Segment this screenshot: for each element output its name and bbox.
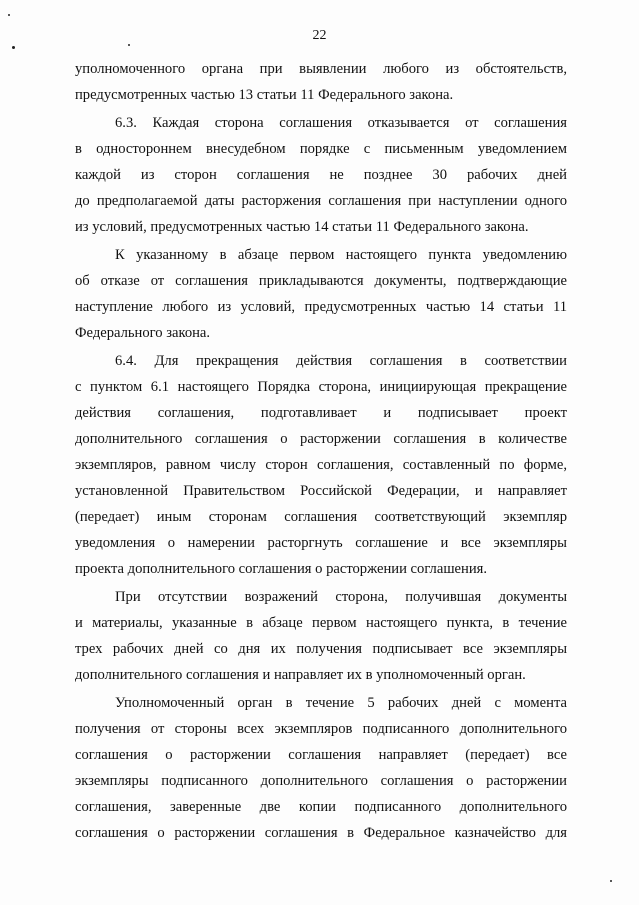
text-line: 6.3. Каждая сторона соглашения отказывается от соглашения — [115, 115, 567, 131]
text-line: об отказе от соглашения прикладываются документы, подтверждающие — [75, 273, 567, 289]
text-line: 6.4. Для прекращения действия соглашения в соответствии — [115, 353, 567, 369]
text-line: наступление любого из условий, предусмотренных частью 14 статьи 11 — [75, 299, 567, 315]
text-line: и материалы, указанные в абзаце первом настоящего пункта, в течение — [75, 615, 567, 631]
text-line: Уполномоченный орган в течение 5 рабочих дней с момента — [115, 695, 567, 711]
text-line: предусмотренных частью 13 статьи 11 Федерального закона. — [75, 87, 454, 103]
text-line: экземпляров, равном числу сторон соглашения, составленный по форме, — [75, 457, 567, 473]
scan-speck — [12, 46, 15, 49]
text-line: Федерального закона. — [75, 325, 211, 341]
text-line: соглашения о расторжении соглашения в Федеральное казначейство для — [75, 825, 567, 841]
text-line: до предполагаемой даты расторжения соглашения при наступлении одного — [75, 193, 567, 209]
text-line: в одностороннем внесудебном порядке с письменным уведомлением — [75, 141, 567, 157]
text-line: из условий, предусмотренных частью 14 статьи 11 Федерального закона. — [75, 219, 529, 235]
scan-speck — [610, 880, 612, 882]
text-line: действия соглашения, подготавливает и подписывает проект — [75, 405, 567, 421]
text-line: с пунктом 6.1 настоящего Порядка сторона, инициирующая прекращение — [75, 379, 567, 395]
scan-speck — [128, 44, 130, 46]
text-line: каждой из сторон соглашения не позднее 30 рабочих дней — [75, 167, 567, 183]
text-line: экземпляры подписанного дополнительного соглашения о расторжении — [75, 773, 567, 789]
text-line: проекта дополнительного соглашения о расторжении соглашения. — [75, 561, 488, 577]
text-line: дополнительного соглашения и направляет их в уполномоченный орган. — [75, 667, 526, 683]
text-line: установленной Правительством Российской Федерации, и направляет — [75, 483, 567, 499]
text-line: уполномоченного органа при выявлении любого из обстоятельств, — [75, 61, 567, 77]
scan-speck — [8, 14, 10, 16]
text-line: трех рабочих дней со дня их получения подписывает все экземпляры — [75, 641, 567, 657]
text-line: соглашения о расторжении соглашения направляет (передает) все — [75, 747, 567, 763]
text-line: получения от стороны всех экземпляров подписанного дополнительного — [75, 721, 567, 737]
text-line: При отсутствии возражений сторона, получившая документы — [115, 589, 567, 605]
text-line: соглашения, заверенные две копии подписанного дополнительного — [75, 799, 567, 815]
page-number: 22 — [312, 28, 327, 43]
text-line: (передает) иным сторонам соглашения соответствующий экземпляр — [75, 509, 567, 525]
text-line: уведомления о намерении расторгнуть соглашение и все экземпляры — [75, 535, 567, 551]
text-line: К указанному в абзаце первом настоящего пункта уведомлению — [115, 247, 567, 263]
text-line: дополнительного соглашения о расторжении соглашения в количестве — [75, 431, 567, 447]
